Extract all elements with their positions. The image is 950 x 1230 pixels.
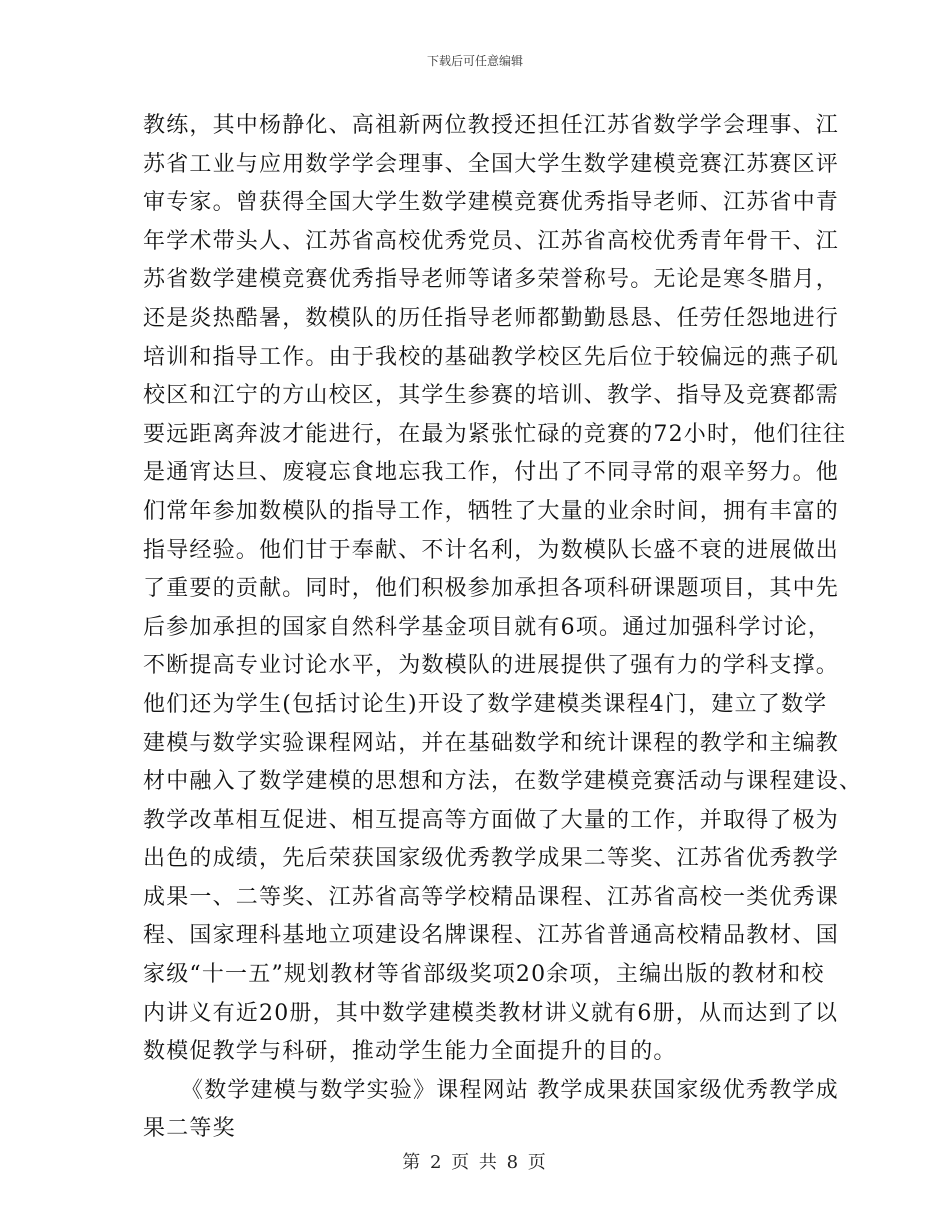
text-line: 还是炎热酷暑，数模队的历任指导老师都勤勤恳恳、任劳任怨地进行 — [143, 305, 840, 331]
text-line: 数模促教学与科研，推动学生能力全面提升的目的。 — [143, 1039, 677, 1065]
text-line: 成果一、二等奖、江苏省高等学校精品课程、江苏省高校一类优秀课 — [143, 884, 840, 910]
text-line: 家级“十一五”规划教材等省部级奖项20余项，主编出版的教材和校 — [143, 962, 825, 988]
text-line: 内讲义有近20册，其中数学建模类教材讲义就有6册，从而达到了以 — [143, 1000, 839, 1026]
document-body — [143, 107, 863, 1149]
text-line: 审专家。曾获得全国大学生数学建模竞赛优秀指导老师、江苏省中青 — [143, 190, 840, 216]
text-line: 教练，其中杨静化、高祖新两位教授还担任江苏省数学学会理事、江 — [143, 113, 840, 138]
text-line: 建模与数学实验课程网站，并在基础数学和统计课程的教学和主编教 — [143, 730, 840, 756]
page-header: 下载后可任意编辑 — [426, 54, 523, 68]
text-line: 教学改革相互促进、相互提高等方面做了大量的工作，并取得了极为 — [143, 807, 840, 833]
text-line: 不断提高专业讨论水平，为数模队的进展提供了强有力的学科支撑。 — [143, 653, 840, 679]
text-line: 是通宵达旦、废寝忘食地忘我工作，付出了不同寻常的艰辛努力。他 — [143, 460, 840, 486]
text-line: 了重要的贡献。同时，他们积极参加承担各项科研课题项目，其中先 — [143, 576, 840, 602]
text-line: 培训和指导工作。由于我校的基础教学校区先后位于较偏远的燕子矶 — [143, 344, 840, 370]
text-line: 要远距离奔波才能进行，在最为紧张忙碌的竞赛的72小时，他们往往 — [143, 421, 847, 447]
text-line: 年学术带头人、江苏省高校优秀党员、江苏省高校优秀青年骨干、江 — [143, 228, 840, 254]
text-line: 《数学建模与数学实验》课程网站 教学成果获国家级优秀教学成 — [181, 1077, 839, 1103]
text-line: 出色的成绩，先后荣获国家级优秀教学成果二等奖、江苏省优秀教学 — [143, 846, 840, 872]
text-line: 苏省数学建模竞赛优秀指导老师等诸多荣誉称号。无论是寒冬腊月， — [143, 267, 840, 293]
text-line: 苏省工业与应用数学学会理事、全国大学生数学建模竞赛江苏赛区评 — [143, 151, 840, 177]
text-line: 果二等奖 — [143, 1116, 236, 1142]
page-number: 第 2 页 共 8 页 — [402, 1152, 548, 1173]
text-line: 后参加承担的国家自然科学基金项目就有6项。通过加强科学讨论， — [143, 614, 831, 640]
text-line: 校区和江宁的方山校区，其学生参赛的培训、教学、指导及竞赛都需 — [143, 383, 840, 409]
text-line: 他们还为学生(包括讨论生)开设了数学建模类课程4门，建立了数学 — [143, 691, 828, 717]
text-line: 指导经验。他们甘于奉献、不计名利，为数模队长盛不衰的进展做出 — [143, 537, 840, 563]
text-line: 程、国家理科基地立项建设名牌课程、江苏省普通高校精品教材、国 — [143, 923, 840, 949]
text-line: 材中融入了数学建模的思想和方法，在数学建模竞赛活动与课程建设、 — [143, 769, 863, 795]
text-line: 们常年参加数模队的指导工作，牺牲了大量的业余时间，拥有丰富的 — [143, 498, 840, 524]
